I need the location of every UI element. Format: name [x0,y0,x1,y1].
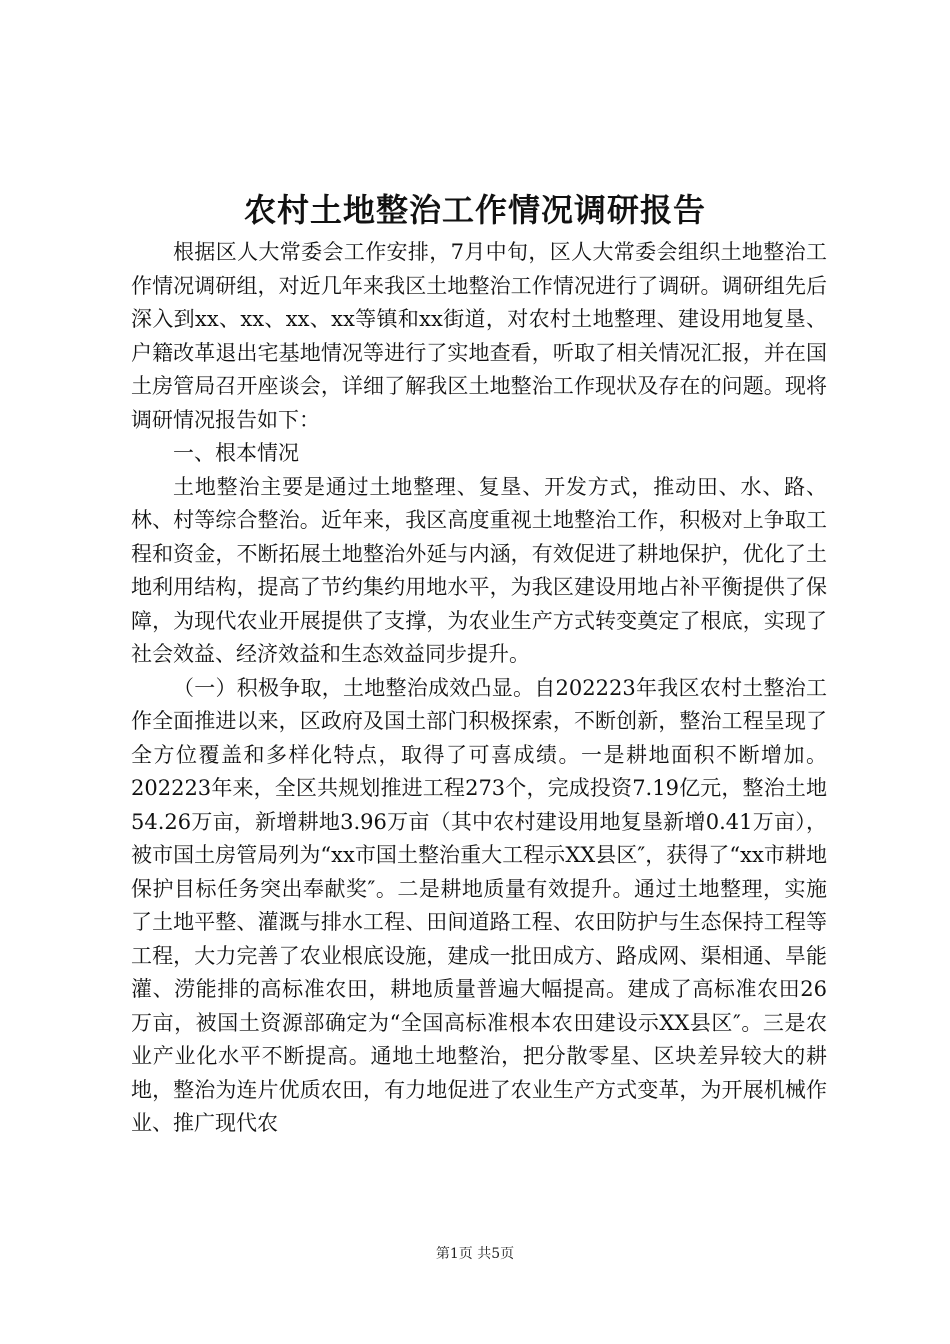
paragraph-intro: 根据区人大常委会工作安排，7月中旬，区人大常委会组织土地整治工作情况调研组，对近几年来我区土地整治工作情况进行了调研。调研组先后深入到xx、xx、xx、xx等镇和xx街道，对农村土地整理、建设用地复垦、户籍改革退出宅基地情况等进行了实地查看，听取了相关情况汇报，并在国土房管局召开座谈会，详细了解我区土地整治工作现状及存在的问题。现将调研情况报告如下： [131,240,827,432]
page-footer: 第1页 共5页 [435,1246,515,1262]
document-body [131,236,827,1141]
section-heading: 一、根本情况 [173,441,299,465]
paragraph-overview: 土地整治主要是通过土地整理、复垦、开发方式，推动田、水、路、林、村等综合整治。近年来，我区高度重视土地整治工作，积极对上争取工程和资金，不断拓展土地整治外延与内涵，有效促进了耕地保护，优化了土地利用结构，提高了节约集约用地水平，为我区建设用地占补平衡提供了保障，为现代农业开展提供了支撑，为农业生产方式转变奠定了根底，实现了社会效益、经济效益和生态效益同步提升。 [131,474,827,666]
document-title: 农村土地整治工作情况调研报告 [243,191,706,229]
paragraph-subsection-1: （一）积极争取，土地整治成效凸显。自202223年我区农村土整治工作全面推进以来，区政府及国土部门积极探索，不断创新，整治工程呈现了全方位覆盖和多样化特点，取得了可喜成绩。一是耕地面积不断增加。202223年来，全区共规划推进工程273个，完成投资7.19亿元，整治土地54.26万亩，新增耕地3.96万亩（其中农村建设用地复垦新增0.41万亩），被市国土房管局列为“xx市国土整治重大工程示XX县区″，获得了“xx市耕地保护目标任务突出奉献奖″。二是耕地质量有效提升。通过土地整理，实施了土地平整、灌溉与排水工程、田间道路工程、农田防护与生态保持工程等工程，大力完善了农业根底设施，建成一批田成方、路成网、渠相通、旱能灌、涝能排的高标准农田，耕地质量普遍大幅提高。建成了高标准农田26万亩，被国土资源部确定为“全国高标准根本农田建设示XX县区″。三是农业产业化水平不断提高。通地土地整治，把分散零星、区块差异较大的耕地，整治为连片优质农田，有力地促进了农业生产方式变革，为开展机械作业、推广现代农 [131,675,827,1135]
